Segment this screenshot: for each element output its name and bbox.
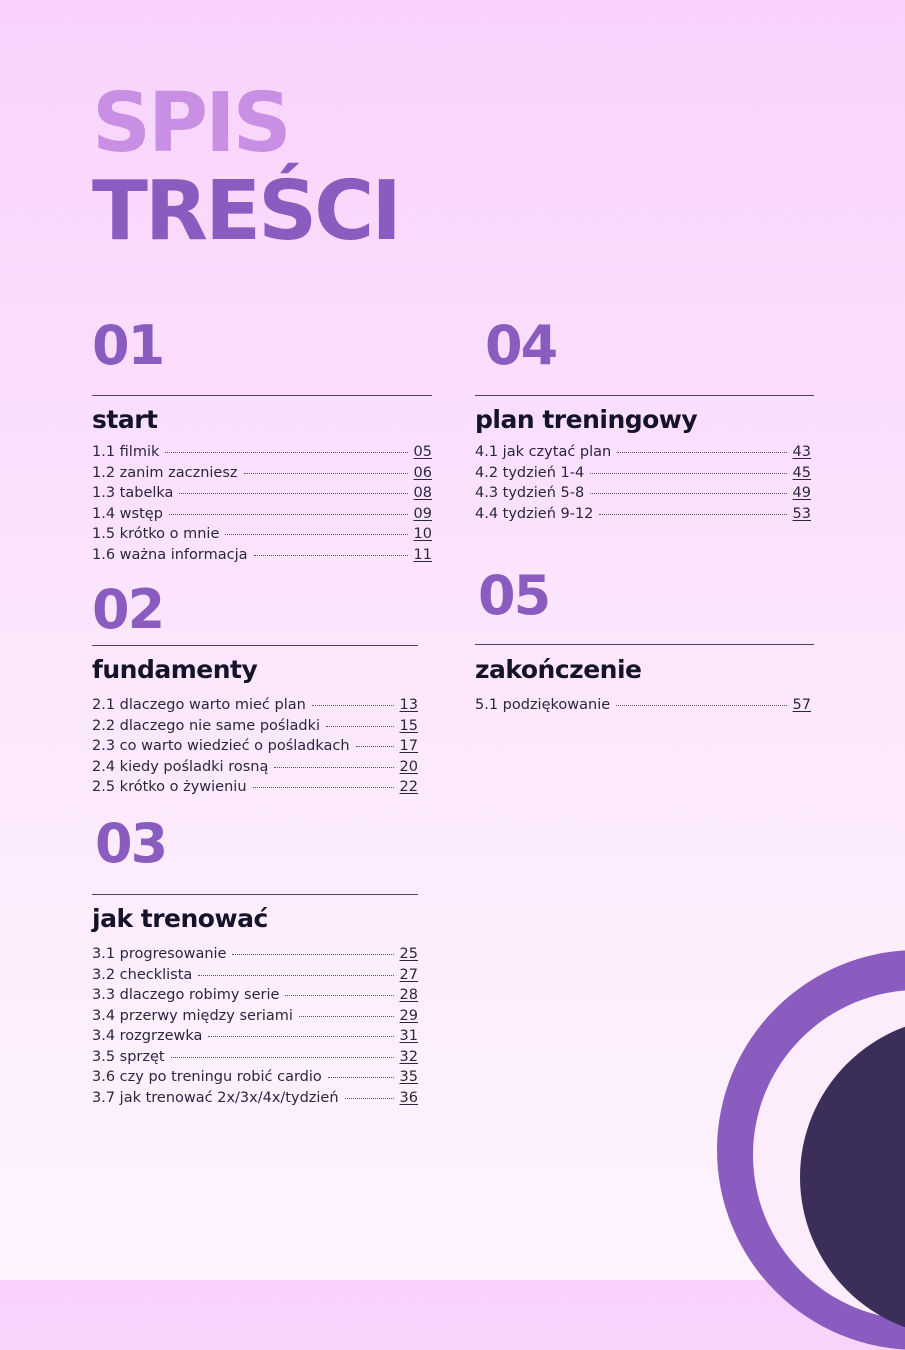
toc-item[interactable] <box>92 506 432 527</box>
toc-item-label: 3.4 przerwy między seriami <box>92 1007 293 1024</box>
section-name: plan treningowy <box>475 405 698 434</box>
toc-list <box>92 697 418 800</box>
toc-item[interactable] <box>475 444 811 465</box>
section-divider <box>475 395 814 396</box>
toc-item[interactable] <box>92 1090 418 1111</box>
toc-item[interactable] <box>92 987 418 1008</box>
toc-item-page[interactable]: 45 <box>792 464 811 481</box>
toc-item[interactable] <box>475 485 811 506</box>
page-title <box>92 76 399 259</box>
toc-item-page[interactable]: 53 <box>792 505 811 522</box>
toc-item-page[interactable]: 17 <box>399 738 418 754</box>
toc-item[interactable] <box>92 465 432 486</box>
toc-list <box>475 444 814 526</box>
toc-item[interactable] <box>475 465 811 486</box>
section-05 <box>475 564 814 718</box>
dot-leader <box>345 1098 394 1099</box>
toc-item[interactable] <box>92 697 418 718</box>
toc-item[interactable] <box>92 946 418 967</box>
toc-item-page[interactable]: 32 <box>399 1048 418 1065</box>
toc-item-page[interactable]: 35 <box>399 1069 418 1085</box>
toc-item-label: 5.1 podziękowanie <box>475 697 611 713</box>
toc-item-label: 3.5 sprzęt <box>92 1048 165 1065</box>
toc-item-page[interactable]: 09 <box>413 505 432 522</box>
section-name: zakończenie <box>475 655 642 684</box>
dot-leader <box>225 534 407 535</box>
dot-leader <box>299 1016 394 1017</box>
toc-list <box>92 946 418 1110</box>
toc-item[interactable] <box>92 967 418 988</box>
section-divider <box>475 644 814 645</box>
toc-item[interactable] <box>92 1028 418 1049</box>
dot-leader <box>599 514 786 515</box>
toc-item-page[interactable]: 49 <box>792 485 811 501</box>
toc-item-page[interactable]: 06 <box>413 464 432 481</box>
toc-item[interactable] <box>92 1008 418 1029</box>
toc-item-page[interactable]: 27 <box>399 966 418 983</box>
dot-leader <box>254 555 408 556</box>
toc-item-page[interactable]: 20 <box>399 758 418 775</box>
toc-item[interactable] <box>92 1069 418 1090</box>
toc-item-label: 3.6 czy po treningu robić cardio <box>92 1069 322 1085</box>
dot-leader <box>232 954 393 955</box>
toc-item[interactable] <box>92 1049 418 1070</box>
toc-item-page[interactable]: 11 <box>413 546 432 563</box>
toc-item-label: 1.1 filmik <box>92 444 160 460</box>
toc-item-page[interactable]: 31 <box>399 1028 418 1044</box>
toc-item-label: 1.3 tabelka <box>92 485 174 501</box>
toc-item[interactable] <box>475 697 811 718</box>
section-divider <box>92 645 418 646</box>
toc-item[interactable] <box>92 779 418 800</box>
section-number: 02 <box>92 578 164 641</box>
toc-item-label: 4.2 tydzień 1-4 <box>475 464 585 481</box>
toc-item-label: 1.2 zanim zaczniesz <box>92 464 238 481</box>
toc-item[interactable] <box>475 506 811 527</box>
toc-item-page[interactable]: 15 <box>399 717 418 734</box>
toc-item-label: 3.3 dlaczego robimy serie <box>92 987 280 1003</box>
dot-leader <box>198 975 393 976</box>
dot-leader <box>590 493 786 494</box>
toc-item-label: 2.1 dlaczego warto mieć plan <box>92 697 306 713</box>
toc-item[interactable] <box>92 759 418 780</box>
toc-item-label: 3.1 progresowanie <box>92 946 227 962</box>
toc-item-label: 2.5 krótko o żywieniu <box>92 779 247 795</box>
dot-leader <box>165 452 407 453</box>
dot-leader <box>326 726 394 727</box>
toc-item-page[interactable]: 29 <box>399 1007 418 1024</box>
toc-item-label: 1.4 wstęp <box>92 505 163 522</box>
section-number: 05 <box>478 564 550 627</box>
toc-list <box>475 697 814 718</box>
toc-item-label: 4.3 tydzień 5-8 <box>475 485 585 501</box>
dot-leader <box>179 493 407 494</box>
dot-leader <box>274 767 393 768</box>
dot-leader <box>285 995 393 996</box>
toc-item[interactable] <box>92 526 432 547</box>
toc-item-page[interactable]: 25 <box>399 946 418 962</box>
section-02 <box>92 578 418 800</box>
toc-item-label: 4.4 tydzień 9-12 <box>475 505 594 522</box>
section-03 <box>92 812 418 1110</box>
dot-leader <box>253 787 394 788</box>
dot-leader <box>312 705 394 706</box>
dot-leader <box>590 473 786 474</box>
toc-item[interactable] <box>92 485 432 506</box>
dot-leader <box>169 514 408 515</box>
section-divider <box>92 894 418 895</box>
toc-item-label: 4.1 jak czytać plan <box>475 444 612 460</box>
toc-item[interactable] <box>92 738 418 759</box>
section-divider <box>92 395 432 396</box>
section-name: start <box>92 405 158 434</box>
toc-item-page[interactable]: 22 <box>399 779 418 795</box>
section-04 <box>475 314 814 526</box>
dot-leader <box>171 1057 394 1058</box>
toc-item-page[interactable]: 13 <box>399 697 418 713</box>
toc-list <box>92 444 432 567</box>
dot-leader <box>328 1077 394 1078</box>
dot-leader <box>208 1036 393 1037</box>
toc-item-page[interactable]: 28 <box>399 987 418 1003</box>
toc-item-label: 1.6 ważna informacja <box>92 546 248 563</box>
toc-item-label: 3.2 checklista <box>92 966 193 983</box>
toc-item-page[interactable]: 05 <box>413 444 432 460</box>
toc-item-page[interactable]: 57 <box>792 697 811 713</box>
toc-item-page[interactable]: 36 <box>399 1089 418 1106</box>
toc-item-label: 3.7 jak trenować 2x/3x/4x/tydzień <box>92 1089 339 1106</box>
toc-item-page[interactable]: 10 <box>413 526 432 542</box>
toc-item-label: 3.4 rozgrzewka <box>92 1028 203 1044</box>
section-01 <box>92 314 432 567</box>
dot-leader <box>616 705 786 706</box>
toc-item[interactable] <box>92 444 432 465</box>
toc-item-page[interactable]: 43 <box>792 444 811 460</box>
toc-item-label: 2.4 kiedy pośladki rosną <box>92 758 269 775</box>
toc-item-label: 2.3 co warto wiedzieć o pośladkach <box>92 738 350 754</box>
section-name: jak trenować <box>92 904 268 933</box>
toc-item-page[interactable]: 08 <box>413 485 432 501</box>
section-name: fundamenty <box>92 655 258 684</box>
section-number: 04 <box>485 314 557 377</box>
title-line-1: SPIS <box>92 76 289 171</box>
toc-item[interactable] <box>92 547 432 568</box>
dot-leader <box>244 473 408 474</box>
title-line-2: TREŚCI <box>92 164 399 259</box>
toc-item-label: 1.5 krótko o mnie <box>92 526 220 542</box>
dot-leader <box>356 746 394 747</box>
toc-item-label: 2.2 dlaczego nie same pośladki <box>92 717 320 734</box>
section-number: 01 <box>92 314 164 377</box>
dot-leader <box>617 452 786 453</box>
section-number: 03 <box>95 812 167 875</box>
toc-item[interactable] <box>92 718 418 739</box>
